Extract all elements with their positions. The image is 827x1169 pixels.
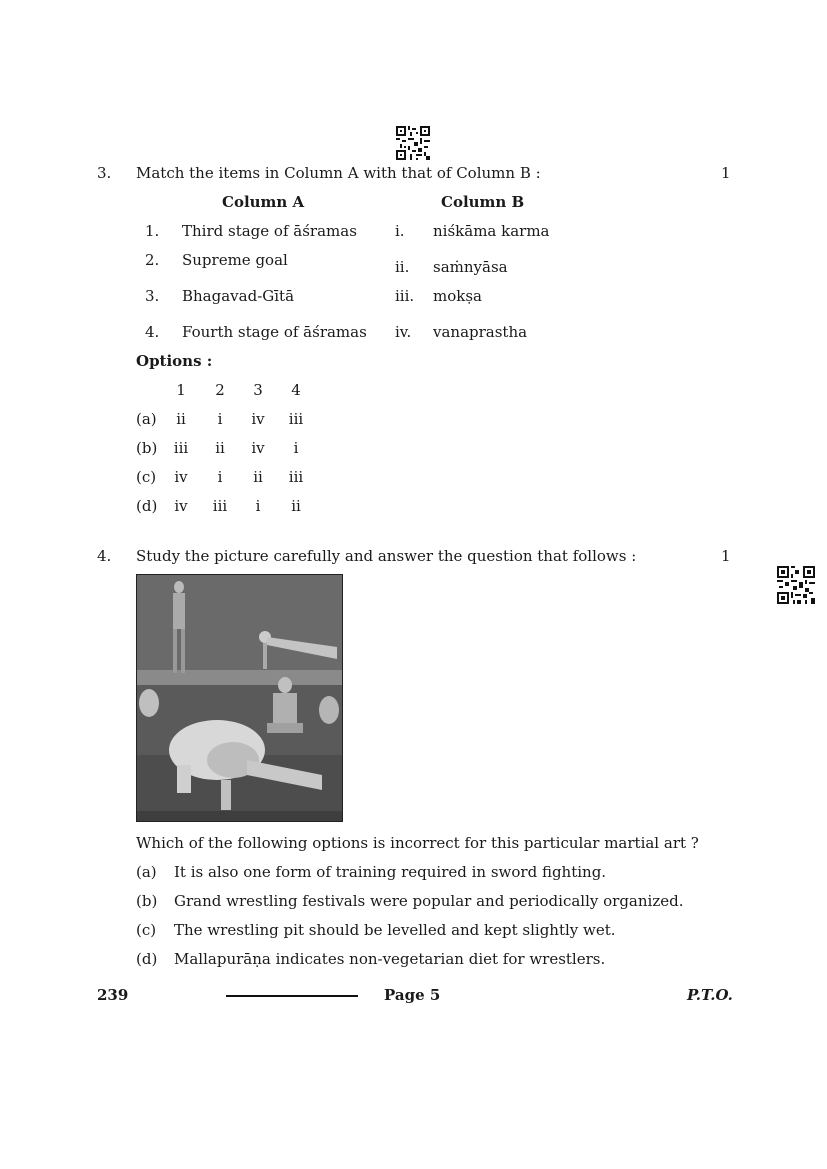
- option-cell: iii: [212, 497, 228, 515]
- column-b-item-text: niśkāma karma: [433, 222, 550, 240]
- answer-option-label: (a): [136, 863, 157, 881]
- option-column-header: 1: [176, 381, 186, 399]
- qr-code-top: [396, 126, 430, 160]
- option-cell: iv: [174, 468, 188, 486]
- option-cell: i: [255, 497, 261, 515]
- question-3-text: Match the items in Column A with that of Column B :: [136, 164, 541, 182]
- column-b-item-text: vanaprastha: [433, 323, 528, 341]
- options-label: Options :: [136, 352, 213, 370]
- pto-label: P.T.O.: [687, 986, 733, 1004]
- question-4-prompt: Which of the following options is incorrect for this particular martial art ?: [136, 834, 699, 852]
- column-a-item-text: Bhagavad-Gītā: [182, 287, 295, 305]
- column-a-header: Column A: [222, 193, 305, 211]
- option-cell: ii: [215, 439, 225, 457]
- page-number: Page 5: [384, 986, 441, 1004]
- column-a-item-number: 4.: [145, 323, 160, 341]
- option-cell: ii: [253, 468, 263, 486]
- column-a-item-number: 2.: [145, 251, 160, 269]
- option-column-header: 3: [253, 381, 263, 399]
- option-label: (a): [136, 410, 157, 428]
- option-label: (c): [136, 468, 157, 486]
- option-cell: iv: [251, 410, 265, 428]
- question-3-number: 3.: [97, 164, 112, 182]
- column-b-item-text: saṁnyāsa: [433, 258, 508, 276]
- option-label: (d): [136, 497, 158, 515]
- answer-option-text: It is also one form of training required in sword fighting.: [174, 863, 607, 881]
- wrestling-photo: [136, 574, 343, 822]
- option-cell: iv: [174, 497, 188, 515]
- answer-option-label: (c): [136, 921, 157, 939]
- paper-code: 239: [97, 986, 129, 1004]
- option-label: (b): [136, 439, 158, 457]
- answer-option-text: Mallapurāṇa indicates non-vegetarian diet for wrestlers.: [174, 950, 606, 968]
- column-b-item-number: iii.: [395, 287, 415, 305]
- option-cell: i: [293, 439, 299, 457]
- column-b-item-number: iv.: [395, 323, 412, 341]
- column-a-item-number: 1.: [145, 222, 160, 240]
- answer-option-label: (b): [136, 892, 158, 910]
- column-b-item-number: ii.: [395, 258, 410, 276]
- question-4-marks: 1: [721, 547, 731, 565]
- question-3-marks: 1: [721, 164, 731, 182]
- option-cell: iii: [288, 468, 304, 486]
- column-a-item-number: 3.: [145, 287, 160, 305]
- option-cell: i: [217, 468, 223, 486]
- option-cell: ii: [291, 497, 301, 515]
- question-4-number: 4.: [97, 547, 112, 565]
- column-b-item-number: i.: [395, 222, 405, 240]
- answer-option-text: Grand wrestling festivals were popular and periodically organized.: [174, 892, 684, 910]
- column-b-header: Column B: [441, 193, 525, 211]
- qr-code-side: [777, 566, 815, 604]
- column-a-item-text: Supreme goal: [182, 251, 288, 269]
- column-b-item-text: mokṣa: [433, 287, 482, 305]
- option-cell: ii: [176, 410, 186, 428]
- option-column-header: 4: [291, 381, 301, 399]
- option-column-header: 2: [215, 381, 225, 399]
- column-a-item-text: Third stage of āśramas: [182, 222, 357, 240]
- option-cell: i: [217, 410, 223, 428]
- answer-option-text: The wrestling pit should be levelled and kept slightly wet.: [174, 921, 616, 939]
- option-cell: iv: [251, 439, 265, 457]
- footer-rule: [226, 995, 358, 997]
- column-a-item-text: Fourth stage of āśramas: [182, 323, 367, 341]
- option-cell: iii: [173, 439, 189, 457]
- answer-option-label: (d): [136, 950, 158, 968]
- option-cell: iii: [288, 410, 304, 428]
- question-4-text: Study the picture carefully and answer the question that follows :: [136, 547, 637, 565]
